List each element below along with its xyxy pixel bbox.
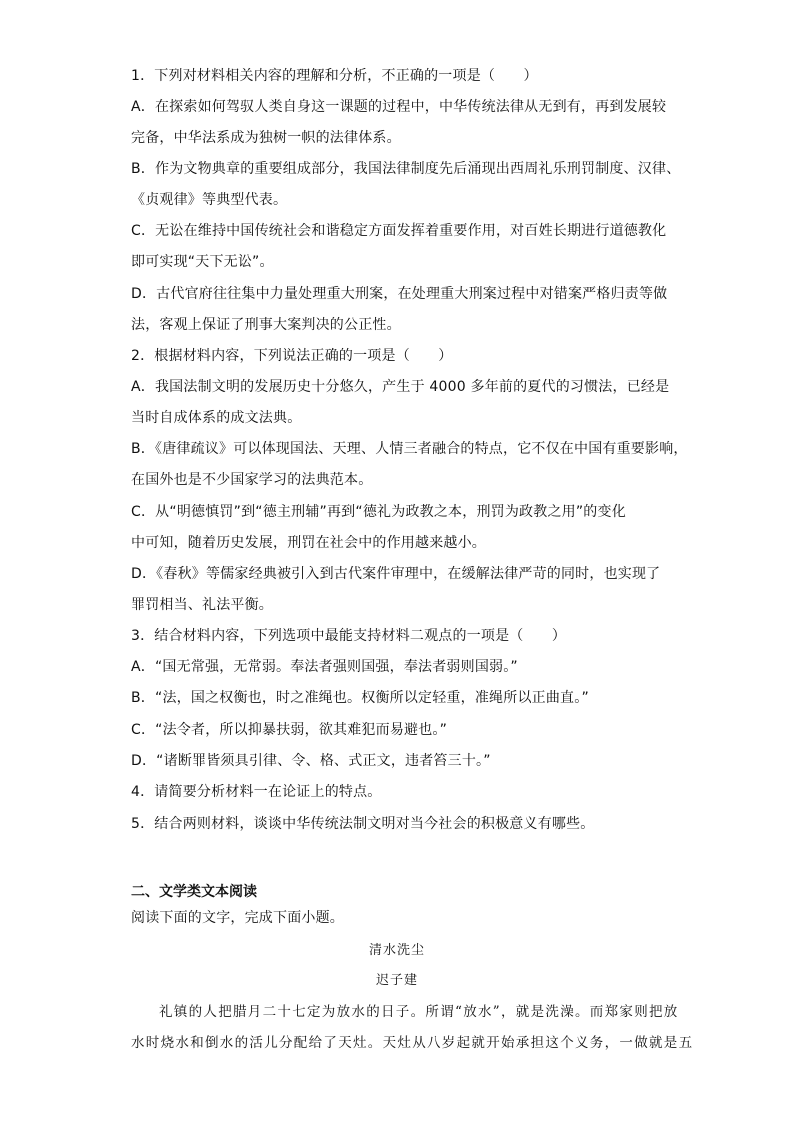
question-line: 罪罚相当、礼法平衡。 xyxy=(131,597,273,613)
story-title: 清水洗尘 xyxy=(368,943,425,958)
question-line: 1．下列对材料相关内容的理解和分析，不正确的一项是（ ） xyxy=(131,68,538,84)
question-line: A．“国无常强，无常弱。奉法者强则国强，奉法者弱则国弱。” xyxy=(131,659,518,675)
question-line: A．在探索如何驾驭人类自身这一课题的过程中，中华传统法律从无到有，再到发展较 xyxy=(131,99,667,115)
question-line: 2．根据材料内容，下列说法正确的一项是（ ） xyxy=(131,348,453,364)
question-line: 4．请简要分析材料一在论证上的特点。 xyxy=(131,784,382,800)
question-line: B．《唐律疏议》可以体现国法、天理、人情三者融合的特点，它不仅在中国有重要影响， xyxy=(131,441,688,457)
question-line: 法，客观上保证了刑事大案判决的公正性。 xyxy=(131,317,401,333)
question-line: A．我国法制文明的发展历史十分悠久，产生于 4000 多年前的夏代的习惯法，已经是 xyxy=(131,379,670,395)
question-line: 《贞观律》等典型代表。 xyxy=(131,192,288,208)
question-line: D．古代官府往往集中力量处理重大刑案，在处理重大刑案过程中对错案严格归责等做 xyxy=(131,286,668,302)
question-line: 当时自成体系的成文法典。 xyxy=(131,410,302,426)
story-author: 迟子建 xyxy=(375,973,418,988)
question-line: D．“诸断罪皆须具引律、令、格、式正文，违者笞三十。” xyxy=(131,753,491,769)
section-title: 二、文学类文本阅读 xyxy=(131,884,257,900)
question-line: 5．结合两则材料，谈谈中华传统法制文明对当今社会的积极意义有哪些。 xyxy=(131,816,595,832)
section-instruction: 阅读下面的文字，完成下面小题。 xyxy=(131,910,344,926)
question-line: 中可知，随着历史发展，刑罚在社会中的作用越来越小。 xyxy=(131,535,486,551)
question-line: D．《春秋》等儒家经典被引入到古代案件审理中，在缓解法律严苛的同时，也实现了 xyxy=(131,566,661,582)
story-paragraph-line: 礼镇的人把腊月二十七定为放水的日子。所谓“放水”，就是洗澡。而郑家则把放 xyxy=(159,1004,679,1020)
question-line: B．作为文物典章的重要组成部分，我国法律制度先后涌现出西周礼乐刑罚制度、汉律、 xyxy=(131,161,681,177)
question-line: B．“法，国之权衡也，时之准绳也。权衡所以定轻重，准绳所以正曲直。” xyxy=(131,690,589,706)
question-line: 完备，中华法系成为独树一帜的法律体系。 xyxy=(131,130,401,146)
question-line: 3．结合材料内容，下列选项中最能支持材料二观点的一项是（ ） xyxy=(131,628,567,644)
story-paragraph-line: 水时烧水和倒水的活儿分配给了天灶。天灶从八岁起就开始承担这个义务，一做就是五 xyxy=(131,1035,694,1051)
question-line: C．“法令者，所以抑暴扶弱，欲其难犯而易避也。” xyxy=(131,722,448,738)
question-line: C．无讼在维持中国传统社会和谐稳定方面发挥着重要作用，对百姓长期进行道德教化 xyxy=(131,223,667,239)
question-line: 即可实现“天下无讼”。 xyxy=(131,254,274,270)
question-line: 在国外也是不少国家学习的法典范本。 xyxy=(131,472,373,488)
question-line: C．从“明德慎罚”到“德主刑辅”再到“德礼为政教之本，刑罚为政教之用”的变化 xyxy=(131,504,626,520)
